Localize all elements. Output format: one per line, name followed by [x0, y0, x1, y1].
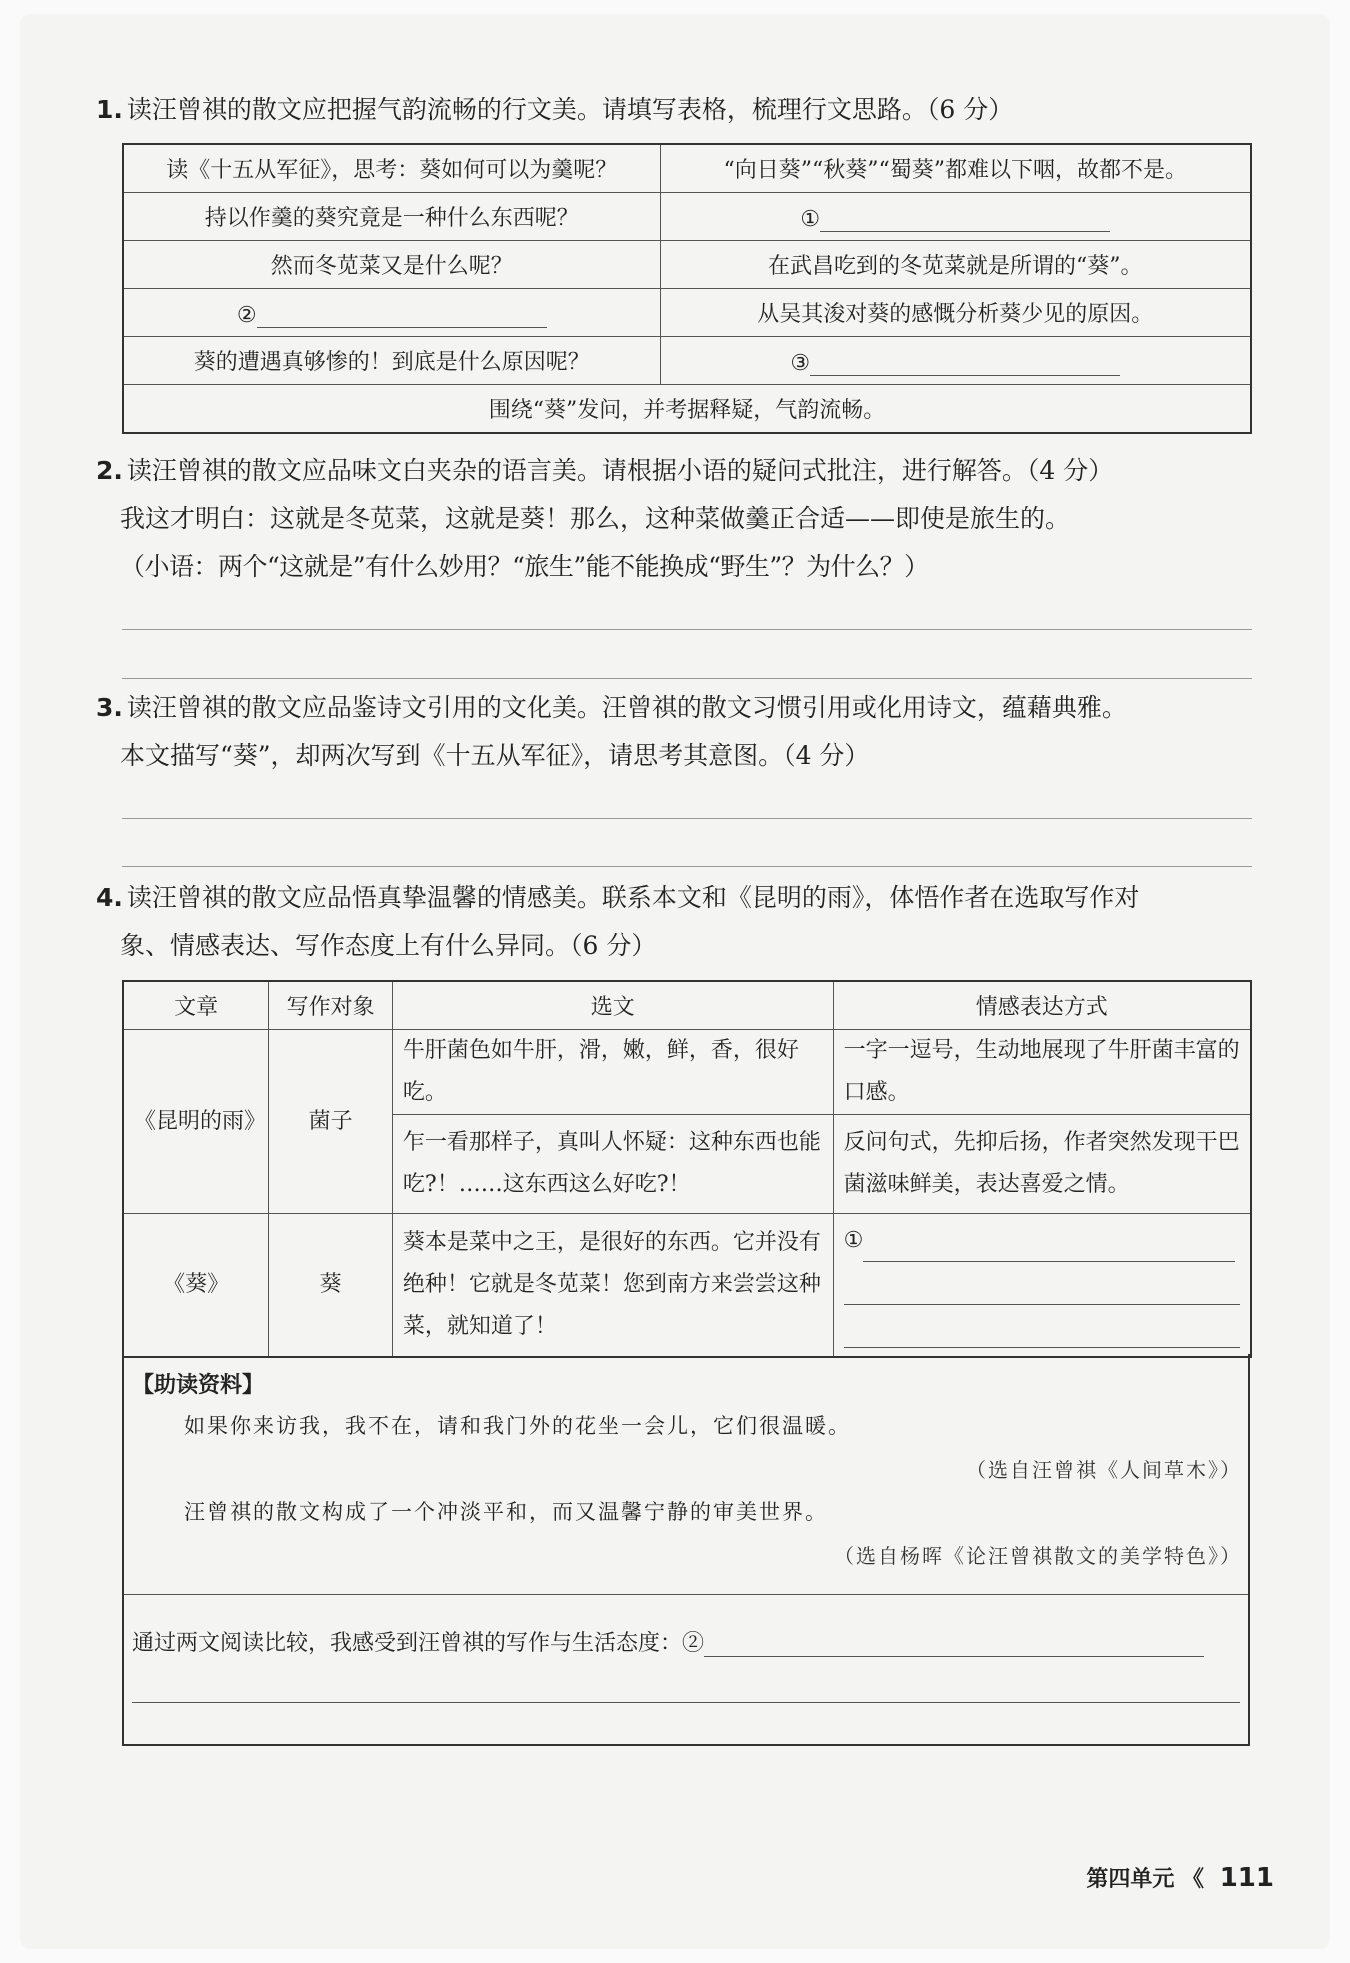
question-1-number: 1. [96, 95, 123, 124]
page-footer [1086, 1862, 1274, 1893]
article-cell: 《昆明的雨》 [123, 1030, 269, 1214]
answer-cell-q4-1[interactable] [833, 1214, 1251, 1358]
table-row [123, 1030, 1251, 1115]
reading-aid-source-1: （选自汪曾祺《人间草木》） [966, 1458, 1242, 1482]
blank-marker: ③ [790, 351, 811, 376]
table-row [123, 193, 1251, 241]
question-2-quote: 我这才明白：这就是冬苋菜，这就是葵！那么，这种菜做羹正合适——即使是旅生的。 [120, 504, 1071, 533]
question-3-text: 读汪曾祺的散文应品鉴诗文引用的文化美。汪曾祺的散文习惯引用或化用诗文，蕴藉典雅。 [126, 693, 1127, 722]
table-row [123, 385, 1251, 434]
excerpt-cell: 葵本是菜中之王，是很好的东西。它并没有绝种！它就是冬苋菜！您到南方来尝尝这种菜，就知道了！ [392, 1214, 833, 1358]
answer-line[interactable] [122, 629, 1252, 630]
reading-aid-quote-2: 汪曾祺的散文构成了一个冲淡平和，而又温馨宁静的审美世界。 [184, 1500, 828, 1524]
question-2 [96, 447, 1276, 591]
table-cell: 从吴其浚对葵的感慨分析葵少见的原因。 [660, 289, 1251, 337]
table-row [123, 1214, 1251, 1358]
table-row [123, 241, 1251, 289]
blank-marker: ② [236, 303, 257, 328]
answer-blank[interactable] [257, 297, 547, 328]
question-2-note: （小语：两个“这就是”有什么妙用？“旅生”能不能换成“野生”？为什么？） [120, 552, 929, 581]
object-cell: 葵 [269, 1214, 393, 1358]
answer-line[interactable] [122, 678, 1252, 679]
reading-aid-quote-1: 如果你来访我，我不在，请和我门外的花坐一会儿，它们很温暖。 [184, 1414, 851, 1438]
question-3-number: 3. [96, 693, 123, 722]
conclusion-text: 通过两文阅读比较，我感受到汪曾祺的写作与生活态度：② [132, 1631, 705, 1656]
table-cell: “向日葵”“秋葵”“蜀葵”都难以下咽，故都不是。 [660, 144, 1251, 193]
question-1 [96, 86, 1266, 134]
answer-line[interactable] [132, 1702, 1240, 1703]
column-header: 选文 [392, 981, 833, 1030]
article-cell: 《葵》 [123, 1214, 269, 1358]
divider [124, 1594, 1248, 1595]
answer-blank[interactable] [704, 1626, 1204, 1657]
conclusion-prompt [132, 1626, 1204, 1657]
table-cell: 在武昌吃到的冬苋菜就是所谓的“葵”。 [660, 241, 1251, 289]
excerpt-cell: 牛肝菌色如牛肝，滑，嫩，鲜，香，很好吃。 [392, 1030, 833, 1115]
table-cell: 葵的遭遇真够惨的！到底是什么原因呢？ [123, 337, 660, 385]
blank-marker: ① [800, 207, 821, 232]
reading-aid-box [122, 1354, 1250, 1746]
question-3-text-cont: 本文描写“葵”，却两次写到《十五从军征》，请思考其意图。（4 分） [120, 741, 870, 770]
expression-cell: 一字一逗号，生动地展现了牛肝菌丰富的口感。 [833, 1030, 1251, 1115]
q1-table [122, 143, 1252, 434]
question-3 [96, 684, 1286, 780]
chevron-left-icon: 《 [1182, 1867, 1205, 1892]
answer-cell-1[interactable] [660, 193, 1251, 241]
table-cell: 持以作羹的葵究竟是一种什么东西呢？ [123, 193, 660, 241]
column-header: 情感表达方式 [833, 981, 1251, 1030]
answer-blank[interactable] [844, 1262, 1240, 1305]
table-row [123, 289, 1251, 337]
answer-blank[interactable] [810, 345, 1120, 376]
table-cell: 读《十五从军征》，思考：葵如何可以为羹呢？ [123, 144, 660, 193]
expression-cell: 反问句式，先抑后扬，作者突然发现干巴菌滋味鲜美，表达喜爱之情。 [833, 1115, 1251, 1214]
answer-cell-2[interactable] [123, 289, 660, 337]
unit-label: 第四单元 [1086, 1867, 1175, 1892]
page-number: 111 [1219, 1863, 1274, 1893]
question-4-text-cont: 象、情感表达、写作态度上有什么异同。（6 分） [120, 931, 657, 960]
table-header-row [123, 981, 1251, 1030]
question-1-text: 读汪曾祺的散文应把握气韵流畅的行文美。请填写表格，梳理行文思路。（6 分） [126, 95, 1014, 124]
table-summary: 围绕“葵”发问，并考据释疑，气韵流畅。 [123, 385, 1251, 434]
table-cell: 然而冬苋菜又是什么呢？ [123, 241, 660, 289]
reading-aid-title: 【助读资料】 [132, 1373, 265, 1398]
question-2-number: 2. [96, 456, 123, 485]
question-4-text: 读汪曾祺的散文应品悟真挚温馨的情感美。联系本文和《昆明的雨》，体悟作者在选取写作对 [126, 883, 1140, 912]
answer-line[interactable] [122, 866, 1252, 867]
answer-line[interactable] [122, 818, 1252, 819]
question-2-text: 读汪曾祺的散文应品味文白夹杂的语言美。请根据小语的疑问式批注，进行解答。（4 分） [126, 456, 1114, 485]
blank-marker: ① [843, 1228, 864, 1253]
column-header: 文章 [123, 981, 269, 1030]
answer-blank[interactable] [863, 1231, 1235, 1262]
q4-table [122, 980, 1252, 1358]
question-4-number: 4. [96, 883, 123, 912]
answer-cell-3[interactable] [660, 337, 1251, 385]
excerpt-cell: 乍一看那样子，真叫人怀疑：这种东西也能吃?！……这东西这么好吃?！ [392, 1115, 833, 1214]
table-row [123, 337, 1251, 385]
question-4 [96, 874, 1286, 970]
object-cell: 菌子 [269, 1030, 393, 1214]
answer-blank[interactable] [844, 1305, 1240, 1348]
table-row [123, 144, 1251, 193]
reading-aid-source-2: （选自杨晖《论汪曾祺散文的美学特色》） [834, 1544, 1242, 1568]
column-header: 写作对象 [269, 981, 393, 1030]
answer-blank[interactable] [820, 201, 1110, 232]
